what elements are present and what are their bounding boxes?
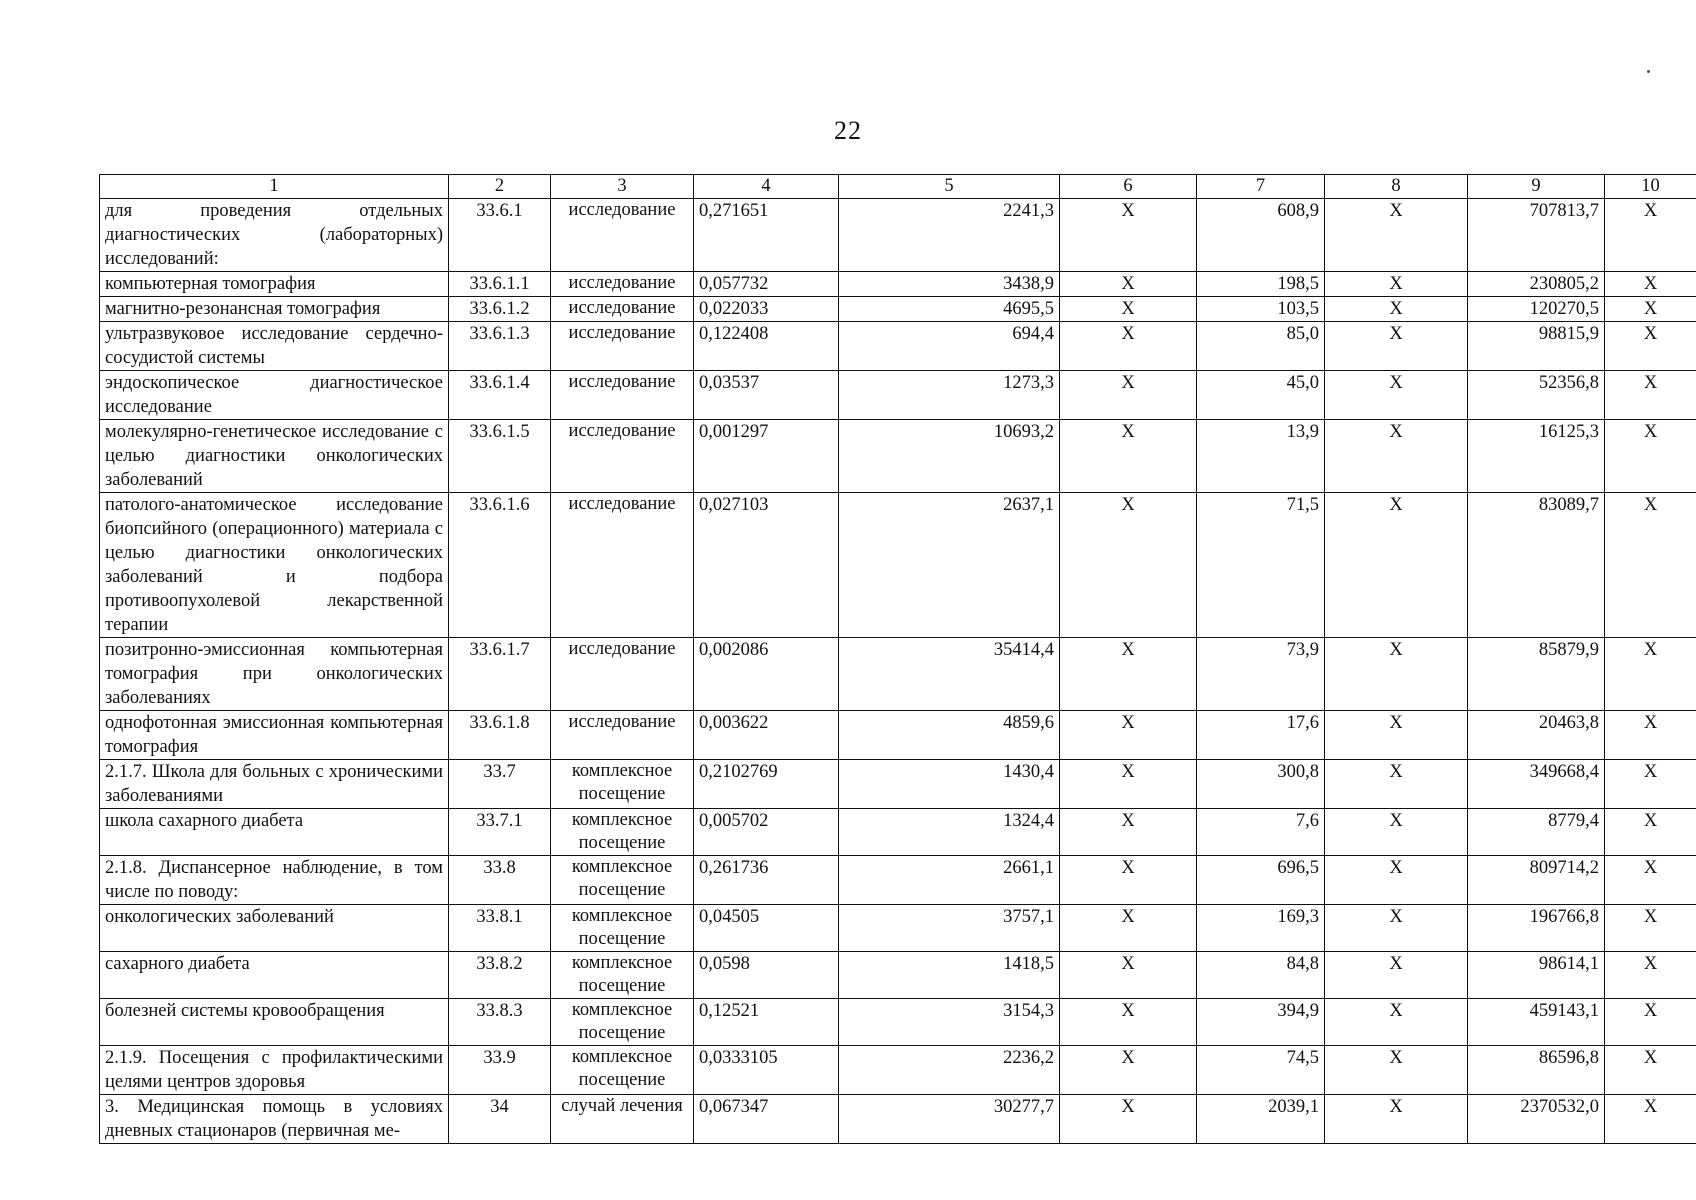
- header-cell: 9: [1468, 175, 1605, 199]
- table-row: [100, 1095, 1696, 1144]
- data-table: [99, 174, 1696, 1144]
- row-norm-cell: 0,002086: [694, 638, 839, 711]
- row-name-cell: позитронно-эмиссионная компьютерная томография при онкологических заболеваниях: [100, 638, 449, 711]
- row-name-cell: магнитно-резонансная томография: [100, 297, 449, 322]
- row-cost-cell: 3438,9: [839, 272, 1060, 297]
- row-cost-cell: 10693,2: [839, 420, 1060, 493]
- row-col10-cell: X: [1605, 371, 1696, 420]
- row-unit-cell: исследование: [551, 420, 694, 493]
- row-col7-cell: 198,5: [1197, 272, 1325, 297]
- row-unit-cell: исследование: [551, 371, 694, 420]
- row-cost-cell: 2236,2: [839, 1046, 1060, 1095]
- row-code-cell: 33.7.1: [449, 809, 551, 856]
- row-col6-cell: X: [1060, 809, 1197, 856]
- table-row: [100, 638, 1696, 711]
- row-col6-cell: X: [1060, 1095, 1197, 1144]
- table-row: [100, 856, 1696, 905]
- row-col8-cell: X: [1325, 1046, 1468, 1095]
- row-col10-cell: X: [1605, 856, 1696, 905]
- table-row: [100, 199, 1696, 272]
- row-name-cell: однофотонная эмиссионная компьютерная томография: [100, 711, 449, 760]
- row-code-cell: 33.6.1.7: [449, 638, 551, 711]
- table-row: [100, 809, 1696, 856]
- row-col9-cell: 52356,8: [1468, 371, 1605, 420]
- row-col9-cell: 707813,7: [1468, 199, 1605, 272]
- row-name-cell: сахарного диабета: [100, 952, 449, 999]
- row-cost-cell: 3154,3: [839, 999, 1060, 1046]
- row-code-cell: 33.8.1: [449, 905, 551, 952]
- header-cell: 2: [449, 175, 551, 199]
- row-cost-cell: 2661,1: [839, 856, 1060, 905]
- row-code-cell: 33.6.1.4: [449, 371, 551, 420]
- row-name-cell: болезней системы кровообращения: [100, 999, 449, 1046]
- row-unit-cell: исследование: [551, 493, 694, 638]
- row-norm-cell: 0,057732: [694, 272, 839, 297]
- row-col6-cell: X: [1060, 638, 1197, 711]
- row-unit-cell: исследование: [551, 711, 694, 760]
- row-col10-cell: X: [1605, 952, 1696, 999]
- row-col8-cell: X: [1325, 638, 1468, 711]
- header-cell: 5: [839, 175, 1060, 199]
- row-col6-cell: X: [1060, 493, 1197, 638]
- row-norm-cell: 0,03537: [694, 371, 839, 420]
- row-name-cell: для проведения отдельных диагностических (лабораторных) исследований:: [100, 199, 449, 272]
- row-norm-cell: 0,022033: [694, 297, 839, 322]
- row-code-cell: 33.6.1: [449, 199, 551, 272]
- row-unit-cell: исследование: [551, 272, 694, 297]
- row-unit-cell: комплексное посещение: [551, 952, 694, 999]
- row-col8-cell: X: [1325, 856, 1468, 905]
- row-name-cell: ультразвуковое исследование сердечно-сосудистой системы: [100, 322, 449, 371]
- row-cost-cell: 1430,4: [839, 760, 1060, 809]
- row-unit-cell: исследование: [551, 297, 694, 322]
- row-col10-cell: X: [1605, 420, 1696, 493]
- row-col7-cell: 300,8: [1197, 760, 1325, 809]
- row-col6-cell: X: [1060, 760, 1197, 809]
- row-unit-cell: случай лечения: [551, 1095, 694, 1144]
- row-col6-cell: X: [1060, 905, 1197, 952]
- row-name-cell: 2.1.7. Школа для больных с хроническими заболеваниями: [100, 760, 449, 809]
- row-col10-cell: X: [1605, 199, 1696, 272]
- row-col7-cell: 7,6: [1197, 809, 1325, 856]
- row-col6-cell: X: [1060, 711, 1197, 760]
- row-unit-cell: комплексное посещение: [551, 809, 694, 856]
- header-cell: 6: [1060, 175, 1197, 199]
- row-unit-cell: исследование: [551, 322, 694, 371]
- row-name-cell: 2.1.9. Посещения с профилактическими целями центров здоровья: [100, 1046, 449, 1095]
- row-code-cell: 33.9: [449, 1046, 551, 1095]
- row-col10-cell: X: [1605, 493, 1696, 638]
- row-code-cell: 33.6.1.6: [449, 493, 551, 638]
- row-col8-cell: X: [1325, 999, 1468, 1046]
- row-unit-cell: исследование: [551, 638, 694, 711]
- row-norm-cell: 0,271651: [694, 199, 839, 272]
- row-cost-cell: 35414,4: [839, 638, 1060, 711]
- row-cost-cell: 1273,3: [839, 371, 1060, 420]
- row-col7-cell: 74,5: [1197, 1046, 1325, 1095]
- row-col6-cell: X: [1060, 272, 1197, 297]
- row-col6-cell: X: [1060, 199, 1197, 272]
- row-col8-cell: X: [1325, 809, 1468, 856]
- table-row: [100, 999, 1696, 1046]
- row-code-cell: 33.8.3: [449, 999, 551, 1046]
- row-col10-cell: X: [1605, 711, 1696, 760]
- row-norm-cell: 0,067347: [694, 1095, 839, 1144]
- row-code-cell: 33.7: [449, 760, 551, 809]
- row-col10-cell: X: [1605, 1046, 1696, 1095]
- header-cell: 1: [100, 175, 449, 199]
- row-col8-cell: X: [1325, 272, 1468, 297]
- row-norm-cell: 0,0333105: [694, 1046, 839, 1095]
- row-col10-cell: X: [1605, 1095, 1696, 1144]
- table-row: [100, 493, 1696, 638]
- row-cost-cell: 30277,7: [839, 1095, 1060, 1144]
- row-cost-cell: 1324,4: [839, 809, 1060, 856]
- row-cost-cell: 1418,5: [839, 952, 1060, 999]
- row-col6-cell: X: [1060, 420, 1197, 493]
- row-col9-cell: 98614,1: [1468, 952, 1605, 999]
- table-row: [100, 297, 1696, 322]
- row-cost-cell: 4859,6: [839, 711, 1060, 760]
- row-code-cell: 33.6.1.1: [449, 272, 551, 297]
- row-col6-cell: X: [1060, 297, 1197, 322]
- row-col10-cell: X: [1605, 905, 1696, 952]
- row-unit-cell: комплексное посещение: [551, 1046, 694, 1095]
- row-col9-cell: 86596,8: [1468, 1046, 1605, 1095]
- row-col7-cell: 394,9: [1197, 999, 1325, 1046]
- row-code-cell: 34: [449, 1095, 551, 1144]
- table-row: [100, 272, 1696, 297]
- header-row: [100, 175, 1696, 199]
- row-cost-cell: 694,4: [839, 322, 1060, 371]
- row-unit-cell: комплексное посещение: [551, 856, 694, 905]
- row-col10-cell: X: [1605, 999, 1696, 1046]
- row-col8-cell: X: [1325, 199, 1468, 272]
- row-col6-cell: X: [1060, 856, 1197, 905]
- row-col7-cell: 84,8: [1197, 952, 1325, 999]
- row-col8-cell: X: [1325, 371, 1468, 420]
- row-col8-cell: X: [1325, 297, 1468, 322]
- table-row: [100, 322, 1696, 371]
- row-norm-cell: 0,003622: [694, 711, 839, 760]
- row-col10-cell: X: [1605, 322, 1696, 371]
- row-name-cell: 2.1.8. Диспансерное наблюдение, в том числе по поводу:: [100, 856, 449, 905]
- scan-speck: [1647, 70, 1650, 73]
- row-code-cell: 33.8.2: [449, 952, 551, 999]
- row-col9-cell: 349668,4: [1468, 760, 1605, 809]
- row-col8-cell: X: [1325, 493, 1468, 638]
- row-col7-cell: 71,5: [1197, 493, 1325, 638]
- row-norm-cell: 0,2102769: [694, 760, 839, 809]
- header-cell: 8: [1325, 175, 1468, 199]
- row-col9-cell: 98815,9: [1468, 322, 1605, 371]
- table-row: [100, 905, 1696, 952]
- row-col8-cell: X: [1325, 905, 1468, 952]
- table-row: [100, 760, 1696, 809]
- header-cell: 3: [551, 175, 694, 199]
- row-col7-cell: 85,0: [1197, 322, 1325, 371]
- row-norm-cell: 0,04505: [694, 905, 839, 952]
- row-col9-cell: 230805,2: [1468, 272, 1605, 297]
- row-norm-cell: 0,001297: [694, 420, 839, 493]
- row-norm-cell: 0,12521: [694, 999, 839, 1046]
- row-col10-cell: X: [1605, 760, 1696, 809]
- row-name-cell: патолого-анатомическое исследование биопсийного (операционного) материала с целью диагностики онкологических заболеваний и подбора противоопухолевой лекарственной терапии: [100, 493, 449, 638]
- row-col9-cell: 20463,8: [1468, 711, 1605, 760]
- page-number: 22: [834, 116, 862, 145]
- row-col9-cell: 85879,9: [1468, 638, 1605, 711]
- row-name-cell: 3. Медицинская помощь в условиях дневных стационаров (первичная ме-: [100, 1095, 449, 1144]
- row-code-cell: 33.6.1.5: [449, 420, 551, 493]
- row-name-cell: онкологических заболеваний: [100, 905, 449, 952]
- row-col6-cell: X: [1060, 322, 1197, 371]
- row-col7-cell: 608,9: [1197, 199, 1325, 272]
- row-col6-cell: X: [1060, 371, 1197, 420]
- row-col8-cell: X: [1325, 952, 1468, 999]
- table-row: [100, 420, 1696, 493]
- row-code-cell: 33.8: [449, 856, 551, 905]
- row-col10-cell: X: [1605, 638, 1696, 711]
- row-col9-cell: 8779,4: [1468, 809, 1605, 856]
- row-code-cell: 33.6.1.3: [449, 322, 551, 371]
- row-col8-cell: X: [1325, 760, 1468, 809]
- row-col10-cell: X: [1605, 809, 1696, 856]
- row-unit-cell: исследование: [551, 199, 694, 272]
- row-name-cell: школа сахарного диабета: [100, 809, 449, 856]
- row-unit-cell: комплексное посещение: [551, 760, 694, 809]
- header-cell: 4: [694, 175, 839, 199]
- row-norm-cell: 0,027103: [694, 493, 839, 638]
- header-cell: 7: [1197, 175, 1325, 199]
- row-col7-cell: 17,6: [1197, 711, 1325, 760]
- row-norm-cell: 0,122408: [694, 322, 839, 371]
- row-col10-cell: X: [1605, 297, 1696, 322]
- row-norm-cell: 0,005702: [694, 809, 839, 856]
- row-cost-cell: 2241,3: [839, 199, 1060, 272]
- table-row: [100, 711, 1696, 760]
- header-cell: 10: [1605, 175, 1696, 199]
- row-norm-cell: 0,0598: [694, 952, 839, 999]
- row-col6-cell: X: [1060, 1046, 1197, 1095]
- row-col6-cell: X: [1060, 952, 1197, 999]
- table-row: [100, 371, 1696, 420]
- row-norm-cell: 0,261736: [694, 856, 839, 905]
- row-col8-cell: X: [1325, 420, 1468, 493]
- row-code-cell: 33.6.1.2: [449, 297, 551, 322]
- row-col8-cell: X: [1325, 1095, 1468, 1144]
- table-body: [100, 199, 1696, 1144]
- row-col8-cell: X: [1325, 711, 1468, 760]
- row-cost-cell: 2637,1: [839, 493, 1060, 638]
- row-cost-cell: 3757,1: [839, 905, 1060, 952]
- row-col9-cell: 459143,1: [1468, 999, 1605, 1046]
- row-col7-cell: 45,0: [1197, 371, 1325, 420]
- row-col7-cell: 2039,1: [1197, 1095, 1325, 1144]
- row-name-cell: молекулярно-генетическое исследование с целью диагностики онкологических заболеваний: [100, 420, 449, 493]
- row-col10-cell: X: [1605, 272, 1696, 297]
- row-col7-cell: 696,5: [1197, 856, 1325, 905]
- row-col9-cell: 83089,7: [1468, 493, 1605, 638]
- row-col7-cell: 13,9: [1197, 420, 1325, 493]
- row-col7-cell: 103,5: [1197, 297, 1325, 322]
- row-name-cell: компьютерная томография: [100, 272, 449, 297]
- row-unit-cell: комплексное посещение: [551, 905, 694, 952]
- row-col9-cell: 2370532,0: [1468, 1095, 1605, 1144]
- row-col8-cell: X: [1325, 322, 1468, 371]
- row-unit-cell: комплексное посещение: [551, 999, 694, 1046]
- row-col9-cell: 809714,2: [1468, 856, 1605, 905]
- row-col7-cell: 169,3: [1197, 905, 1325, 952]
- row-name-cell: эндоскопическое диагностическое исследование: [100, 371, 449, 420]
- row-code-cell: 33.6.1.8: [449, 711, 551, 760]
- row-cost-cell: 4695,5: [839, 297, 1060, 322]
- row-col9-cell: 196766,8: [1468, 905, 1605, 952]
- row-col9-cell: 120270,5: [1468, 297, 1605, 322]
- row-col7-cell: 73,9: [1197, 638, 1325, 711]
- table-row: [100, 1046, 1696, 1095]
- table-row: [100, 952, 1696, 999]
- row-col9-cell: 16125,3: [1468, 420, 1605, 493]
- row-col6-cell: X: [1060, 999, 1197, 1046]
